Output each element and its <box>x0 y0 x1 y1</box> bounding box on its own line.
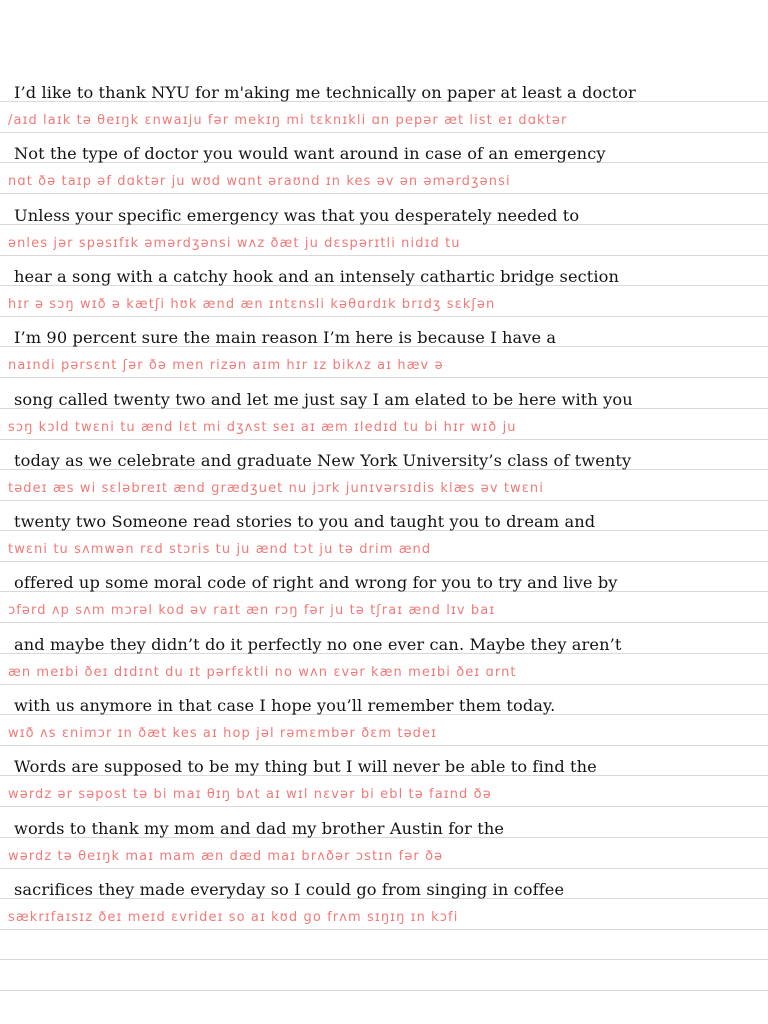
english-line: I’d like to thank NYU for m'aking me technically on paper at least a doctor <box>14 83 636 102</box>
ruled-line <box>0 316 768 317</box>
ipa-transcription-line: nɑt ðə taɪp əf dɑktər ju wʊd wɑnt əraʊnd ɪn kes əv ən əmərdʒənsi <box>8 174 511 189</box>
ruled-line <box>0 990 768 991</box>
ruled-line <box>0 745 768 746</box>
ruled-line <box>0 868 768 869</box>
english-line: words to thank my mom and dad my brother Austin for the <box>14 819 505 838</box>
english-line: twenty two Someone read stories to you and taught you to dream and <box>14 512 596 531</box>
ipa-transcription-line: wərdz ər səpost tə bi maɪ θɪŋ bʌt aɪ wɪl nɛvər bi ebl tə faɪnd ðə <box>8 787 492 802</box>
english-line: offered up some moral code of right and wrong for you to try and live by <box>14 573 618 592</box>
english-line: hear a song with a catchy hook and an intensely cathartic bridge section <box>14 267 620 286</box>
ruled-line <box>0 684 768 685</box>
ipa-transcription-line: hɪr ə sɔŋ wɪð ə kætʃi hʊk ænd æn ɪntɛnsli kəθɑrdɪk brɪdʒ sɛkʃən <box>8 297 496 312</box>
ipa-transcription-line: wɪð ʌs ɛnimɔr ɪn ðæt kes aɪ hop jəl rəmɛmbər ðɛm tədeɪ <box>8 726 438 741</box>
ruled-line <box>0 500 768 501</box>
ruled-line <box>0 132 768 133</box>
ipa-transcription-line: ɔfərd ʌp sʌm mɔrəl kod əv raɪt æn rɔŋ fər ju tə tʃraɪ ænd lɪv baɪ <box>8 603 496 618</box>
ruled-line <box>0 255 768 256</box>
english-line: sacrifices they made everyday so I could go from singing in coffee <box>14 880 565 899</box>
ruled-line <box>0 193 768 194</box>
ipa-transcription-line: sɔŋ kɔld twɛni tu ænd lɛt mi dʒʌst seɪ aɪ æm ɪledɪd tu bi hɪr wɪð ju <box>8 420 517 435</box>
ruled-line <box>0 439 768 440</box>
english-line: today as we celebrate and graduate New York University’s class of twenty <box>14 451 632 470</box>
ipa-transcription-line: wərdz tə θeɪŋk maɪ mam æn dæd maɪ brʌðər ɔstɪn fər ðə <box>8 849 444 864</box>
english-line: song called twenty two and let me just say I am elated to be here with you <box>14 390 633 409</box>
ipa-transcription-line: twɛni tu sʌmwən rɛd stɔris tu ju ænd tɔt ju tə drim ænd <box>8 542 432 557</box>
ipa-transcription-line: /aɪd laɪk tə θeɪŋk ɛnwaɪju fər mekɪŋ mi tɛknɪkli ɑn pepər æt list eɪ dɑktər <box>8 113 568 128</box>
english-line: Words are supposed to be my thing but I will never be able to find the <box>14 757 597 776</box>
ruled-line <box>0 806 768 807</box>
ruled-line <box>0 622 768 623</box>
ruled-line <box>0 959 768 960</box>
ipa-transcription-line: ənles jər spəsɪfɪk əmərdʒənsi wʌz ðæt ju dɛspərɪtli nidɪd tu <box>8 236 461 251</box>
ruled-line <box>0 929 768 930</box>
english-line: Not the type of doctor you would want around in case of an emergency <box>14 144 606 163</box>
english-line: with us anymore in that case I hope you’ll remember them today. <box>14 696 556 715</box>
ruled-line <box>0 377 768 378</box>
ipa-transcription-line: naɪndi pərsɛnt ʃər ðə men rizən aɪm hɪr ɪz bikʌz aɪ hæv ə <box>8 358 444 373</box>
english-line: and maybe they didn’t do it perfectly no one ever can. Maybe they aren’t <box>14 635 622 654</box>
english-line: Unless your specific emergency was that you desperately needed to <box>14 206 580 225</box>
ipa-transcription-line: sækrɪfaɪsɪz ðeɪ meɪd ɛvrideɪ so aɪ kʊd ɡo frʌm sɪŋɪŋ ɪn kɔfi <box>8 910 459 925</box>
ipa-transcription-line: æn meɪbi ðeɪ dɪdɪnt du ɪt pərfɛktli no wʌn ɛvər kæn meɪbi ðeɪ ɑrnt <box>8 665 517 680</box>
ruled-line <box>0 561 768 562</box>
ipa-transcription-line: tədeɪ æs wi sɛləbreɪt ænd ɡrædʒuet nu jɔrk junɪvərsɪdis klæs əv twɛni <box>8 481 544 496</box>
english-line: I’m 90 percent sure the main reason I’m here is because I have a <box>14 328 557 347</box>
